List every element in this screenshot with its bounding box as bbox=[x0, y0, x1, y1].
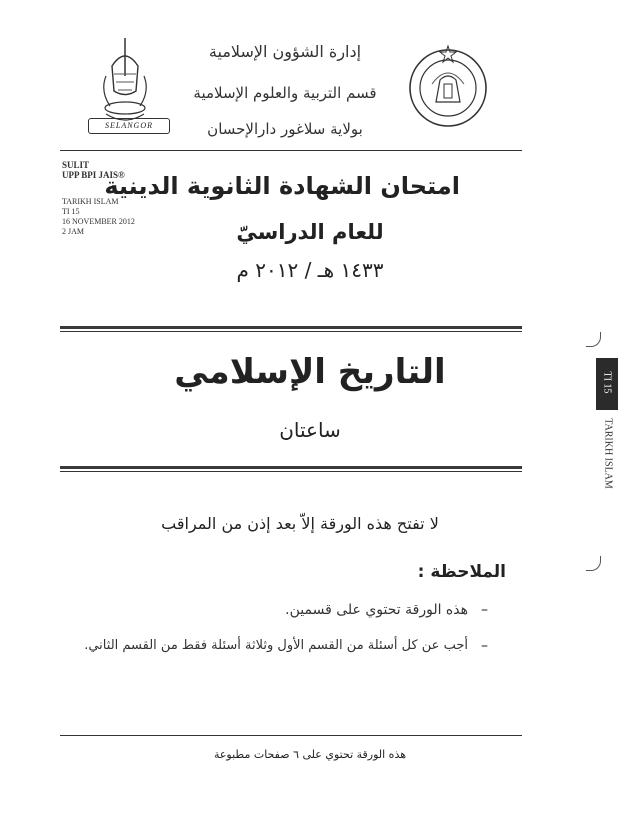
paper-code: TI 15 bbox=[62, 207, 80, 216]
upp-label: UPP BPI JAIS® bbox=[62, 170, 125, 180]
margin-mark-top bbox=[586, 332, 601, 347]
exam-duration: 2 JAM bbox=[62, 227, 85, 236]
side-tab bbox=[596, 358, 618, 410]
subject-duration: ساعتان bbox=[279, 418, 341, 442]
exam-date: 16 NOVEMBER 2012 bbox=[62, 217, 135, 226]
footer-divider bbox=[60, 735, 522, 736]
note-item-2: أجب عن كل أسئلة من القسم الأول وثلاثة أسئلة فقط من القسم الثاني. bbox=[84, 638, 468, 653]
sulit-label: SULIT bbox=[62, 160, 90, 170]
header-divider bbox=[60, 150, 522, 151]
side-tab-code: TI 15 bbox=[601, 371, 613, 394]
footer-page-count: هذه الورقة تحتوي على ٦ صفحات مطبوعة bbox=[213, 748, 407, 761]
section-name: قسم التربية والعلوم الإسلامية bbox=[193, 84, 377, 102]
side-tab-label: TARIKH ISLAM bbox=[602, 418, 614, 489]
margin-mark-bottom bbox=[586, 556, 601, 571]
notes-heading: الملاحظة : bbox=[417, 562, 506, 582]
department-name: إدارة الشؤون الإسلامية bbox=[208, 42, 362, 61]
note-bullet-1: – bbox=[481, 602, 488, 618]
note-bullet-2: – bbox=[481, 638, 488, 654]
academic-year-label: للعام الدراسيّ bbox=[236, 220, 384, 244]
title-divider-bottom-thin bbox=[60, 471, 522, 472]
subject-title: التاريخ الإسلامي bbox=[174, 352, 446, 392]
jais-seal-logo bbox=[406, 44, 490, 128]
note-item-1: هذه الورقة تحتوي على قسمين. bbox=[285, 602, 468, 618]
crest-banner-text: SELANGOR bbox=[105, 121, 153, 130]
crest-banner bbox=[88, 118, 170, 134]
title-divider-bottom bbox=[60, 466, 522, 469]
subject-code-name: TARIKH ISLAM bbox=[62, 197, 119, 206]
title-divider-top bbox=[60, 326, 522, 329]
state-name: بولاية سلاغور دارالإحسان bbox=[207, 120, 363, 138]
do-not-open-notice: لا تفتح هذه الورقة إلاّ بعد إذن من المراقب bbox=[161, 514, 439, 533]
title-divider-top-thin bbox=[60, 331, 522, 332]
academic-year-value: ١٤٣٣ هـ / ٢٠١٢ م bbox=[236, 258, 384, 282]
exam-title: امتحان الشهادة الثانوية الدينية bbox=[104, 172, 460, 200]
